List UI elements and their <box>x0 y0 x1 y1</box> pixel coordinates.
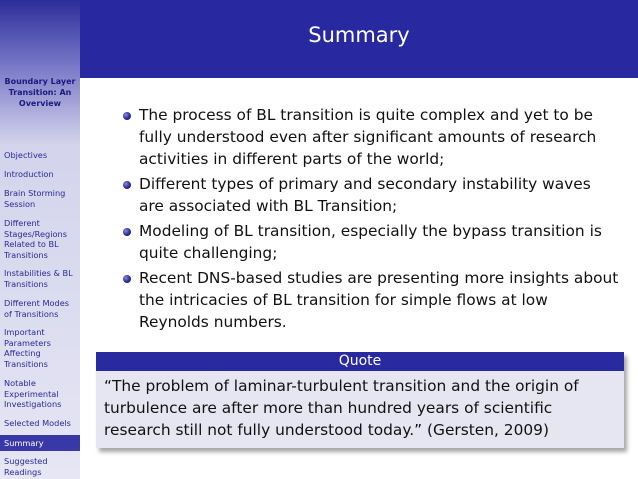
list-item <box>120 267 620 333</box>
bullet-text: Recent DNS-based studies are presenting more insights about the intricacies of BL transition for simple flows at low Reynolds numbers. <box>139 269 619 331</box>
bullet-text: Modeling of BL transition, especially the bypass transition is quite challenging; <box>139 222 602 262</box>
slide-header <box>80 0 638 78</box>
bullet-icon <box>123 112 131 120</box>
quote-block <box>96 352 624 448</box>
bullet-text: Different types of primary and secondary instability waves are associated with BL Transition; <box>139 175 591 215</box>
sidebar-item-introduction[interactable]: Introduction <box>4 169 54 179</box>
bullet-icon <box>123 275 131 283</box>
sidebar-item-different-modes[interactable]: Different Modes of Transitions <box>4 298 70 319</box>
sidebar <box>0 0 80 479</box>
sidebar-item-summary[interactable]: Summary <box>0 435 80 451</box>
quote-title: Quote <box>96 352 624 371</box>
sidebar-item-instabilities[interactable]: Instabilities & BL Transitions <box>4 268 73 289</box>
slide-title: Summary <box>308 23 410 47</box>
sidebar-item-notable-experimental[interactable]: Notable Experimental Investigations <box>4 378 62 409</box>
bullet-icon <box>123 181 131 189</box>
sidebar-item-selected-models[interactable]: Selected Models <box>4 418 71 428</box>
bullet-icon <box>123 228 131 236</box>
bullet-text: The process of BL transition is quite complex and yet to be fully understood even after significant amounts of research activities in different parts of the world; <box>139 106 597 168</box>
list-item <box>120 220 620 264</box>
quote-text: “The problem of laminar-turbulent transition and the origin of turbulence are after more than hundred years of scientific research still not fully understood today.” (Gersten, 2009) <box>104 377 579 439</box>
list-item <box>120 104 620 170</box>
presentation-title: Boundary Layer Transition: An Overview <box>4 77 76 108</box>
bullet-list <box>120 104 620 336</box>
sidebar-item-objectives[interactable]: Objectives <box>4 150 48 160</box>
list-item <box>120 173 620 217</box>
sidebar-item-important-parameters[interactable]: Important Parameters Affecting Transitions <box>4 327 51 369</box>
sidebar-item-different-stages[interactable]: Different Stages/Regions Related to BL Transitions <box>4 218 67 260</box>
sidebar-item-suggested-readings[interactable]: Suggested Readings <box>4 456 48 477</box>
sidebar-item-brain-storming-session[interactable]: Brain Storming Session <box>4 188 66 209</box>
